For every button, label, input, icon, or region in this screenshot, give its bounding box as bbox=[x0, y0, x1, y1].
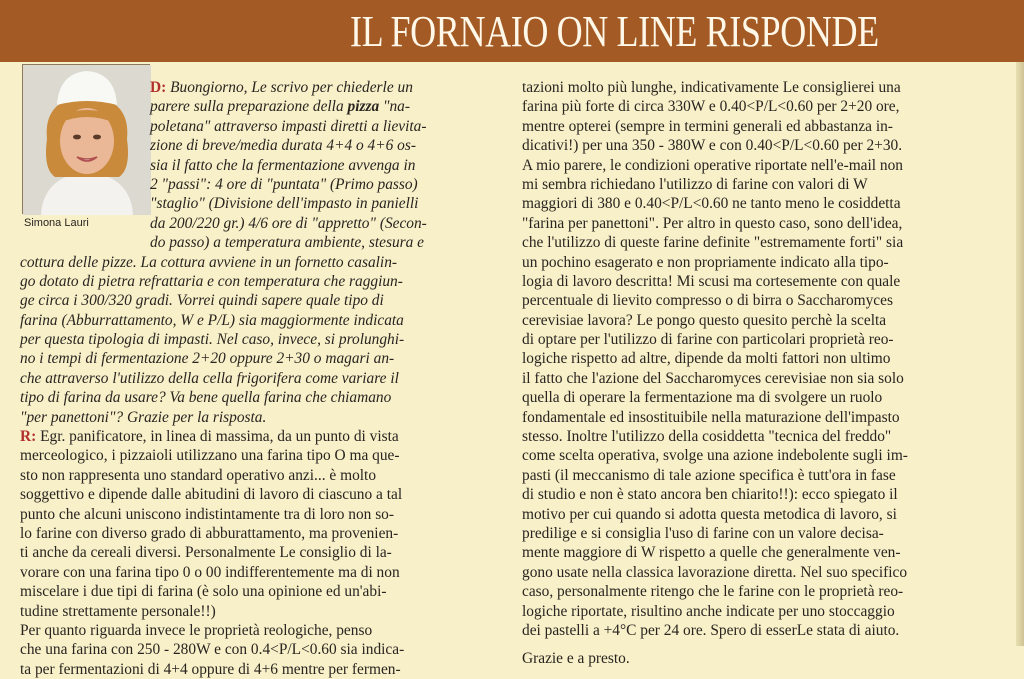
answer-line: dicativi!) per una 350 - 380W e con 0.40<P/L<0.60 per 2+30. bbox=[522, 137, 903, 155]
question-line: do passo) a temperatura ambiente, stesura e bbox=[150, 234, 425, 252]
question-line: tipo di farina da usare? Va bene quella farina che chiamano bbox=[20, 389, 392, 407]
answer-line: di studio e non è stato ancora ben chiarito!!): ecco spiegato il bbox=[522, 486, 898, 504]
question-line: zione di breve/media durata 4+4 o 4+6 os- bbox=[150, 137, 416, 155]
answer-marker: R: bbox=[20, 428, 37, 446]
answer-line: punto che alcuni uniscono indistintamente tra di loro non so- bbox=[20, 505, 395, 523]
answer-line: stesso. Inoltre l'utilizzo della cosiddetta "tecnica del freddo" bbox=[522, 428, 892, 446]
question-line: per questa tipologia di impasti. Nel caso, invece, si prolunghi- bbox=[20, 331, 405, 349]
question-line: D: Buongiorno, Le scrivo per chiederle un bbox=[150, 79, 413, 96]
answer-line: pasti (il meccanismo di tale azione specifica è tutt'ora in fase bbox=[522, 466, 896, 484]
answer-line: mi sembra richiedano l'utilizzo di farine con valori di W bbox=[522, 175, 868, 193]
answer-line: che l'utilizzo di queste farine definite "estremamente forti" sia bbox=[522, 234, 904, 252]
answer-line: tudine strettamente personale!!) bbox=[20, 602, 216, 620]
question-line: che attraverso l'utilizzo della cella frigorifera come variare il bbox=[20, 369, 399, 387]
question-line: ge circa i 300/320 gradi. Vorrei quindi sapere quale tipo di bbox=[20, 292, 384, 310]
answer-line: gono usate nella classica lavorazione diretta. Nel suo specifico bbox=[522, 563, 908, 581]
left-column bbox=[20, 78, 506, 679]
question-line: "per panettoni"? Grazie per la risposta. bbox=[20, 408, 267, 426]
answer-line: tazioni molto più lunghe, indicativamente Le consiglierei una bbox=[522, 79, 901, 96]
answer-line: sto non rappresenta uno standard operativo anzi... è molto bbox=[20, 466, 377, 484]
answer-line: motivo per cui quando si adotta questa metodica di lavoro, si bbox=[522, 505, 897, 523]
answer-line: soggettivo e dipende dalle abitudini di lavoro di ciascuno a tal bbox=[20, 486, 403, 504]
question-line: go dotato di pietra refrattaria e con temperatura che raggiun- bbox=[20, 272, 403, 290]
answer-line: merceologico, i pizzaioli utilizzano una farina tipo O ma que- bbox=[20, 447, 400, 465]
answer-line: lo farine con diverso grado di abburattamento, ma provenien- bbox=[20, 524, 399, 542]
answer-line: ti anche da cereali diversi. Personalmente Le consiglio di la- bbox=[20, 544, 392, 562]
answer-line: caso, personalmente ritengo che le farine con le proprietà reo- bbox=[522, 583, 904, 601]
answer-line: A mio parere, le condizioni operative riportate nell'e-mail non bbox=[522, 156, 903, 174]
answer-line: mentre opterei (sempre in termini generali ed abbastanza in- bbox=[522, 117, 893, 135]
question-line: poletana" attraverso impasti diretti a lievita- bbox=[150, 117, 427, 135]
answer-line: fondamentale ed insostituibile nella maturazione dell'impasto bbox=[522, 408, 900, 426]
answer-line: quella di operare la fermentazione ma di svolgere un ruolo bbox=[522, 389, 883, 407]
answer-line: un pochino esagerato e non propriamente indicato alla tipo- bbox=[522, 253, 889, 271]
answer-line: ta per fermentazioni di 4+4 oppure di 4+6 mentre per fermen- bbox=[20, 660, 401, 678]
answer-line: maggiori di 380 e 0.40<P/L<0.60 ne tanto meno le cosiddetta bbox=[522, 195, 901, 213]
question-line: no i tempi di fermentazione 2+20 oppure 2+30 o magari an- bbox=[20, 350, 395, 368]
answer-line: vorare con una farina tipo 0 o 00 indifferentemente ma di non bbox=[20, 563, 400, 581]
question-marker: D: bbox=[150, 79, 167, 96]
answer-block bbox=[20, 427, 506, 679]
answer-line: R: Egr. panificatore, in linea di massima, da un punto di vista bbox=[20, 428, 399, 446]
answer-line: mente maggiore di W rispetto a quelle che generalmente ven- bbox=[522, 544, 901, 562]
answer-line: di optare per l'utilizzo di farine con particolari proprietà reo- bbox=[522, 331, 894, 349]
closing-line: Grazie e a presto. bbox=[522, 650, 630, 668]
header-banner bbox=[0, 0, 1024, 62]
photo-caption: Simona Lauri bbox=[24, 217, 89, 229]
spacer bbox=[522, 640, 1010, 649]
question-line: cottura delle pizze. La cottura avviene in un fornetto casalin- bbox=[20, 253, 398, 271]
right-column bbox=[522, 78, 1010, 669]
question-line: parere sulla preparazione della pizza "na- bbox=[150, 98, 410, 116]
answer-line: logiche rispetto ad altre, dipende da molti fattori non ultimo bbox=[522, 350, 891, 368]
question-line: farina (Abburrattamento, W e P/L) sia maggiormente indicata bbox=[20, 311, 404, 329]
page-edge bbox=[1016, 62, 1024, 646]
answer-line: il fatto che l'azione del Saccharomyces cerevisiae non sia solo bbox=[522, 369, 904, 387]
answer-line: miscelare i due tipi di farina (è solo una opinione ed un'abi- bbox=[20, 583, 387, 601]
answer-line: come scelta operativa, svolge una azione indebolente sugli im- bbox=[522, 447, 908, 465]
answer-line: predilige e si consiglia l'uso di farine con un valore decisa- bbox=[522, 524, 884, 542]
answer-line: logiche riportate, risultino anche indicate per uno stoccaggio bbox=[522, 602, 895, 620]
pizza-emphasis: pizza bbox=[347, 98, 380, 116]
answer-line: Per quanto riguarda invece le proprietà reologiche, penso bbox=[20, 621, 373, 639]
answer-line: "farina per panettoni". Per altro in questo caso, sono dell'idea, bbox=[522, 214, 903, 232]
answer-line: dei pastelli a +4°C per 24 ore. Spero di esserLe stata di aiuto. bbox=[522, 621, 900, 639]
question-line: da 200/220 gr.) 4/6 ore di "appretto" (Secon- bbox=[150, 214, 427, 232]
page-title: IL FORNAIO ON LINE RISPONDE bbox=[350, 7, 879, 56]
answer-line: percentuale di lievito compresso o di birra o Saccharomyces bbox=[522, 292, 893, 310]
question-line: "staglio" (Divisione dell'impasto in panielli bbox=[150, 195, 419, 213]
answer-line: cerevisiae lavora? Le pongo questo quesito perchè la scelta bbox=[522, 311, 887, 329]
answer-line: che una farina con 250 - 280W e con 0.4<P/L<0.60 sia indica- bbox=[20, 641, 405, 659]
answer-line: logia di lavoro descritta! Mi scusi ma cortesemente con quale bbox=[522, 272, 901, 290]
question-line: 2 "passi": 4 ore di "puntata" (Primo passo) bbox=[150, 175, 418, 193]
answer-line: farina più forte di circa 330W e 0.40<P/L<0.60 per 2+20 ore, bbox=[522, 98, 900, 116]
question-line: sia il fatto che la fermentazione avvenga in bbox=[150, 156, 416, 174]
question-block bbox=[20, 78, 506, 427]
